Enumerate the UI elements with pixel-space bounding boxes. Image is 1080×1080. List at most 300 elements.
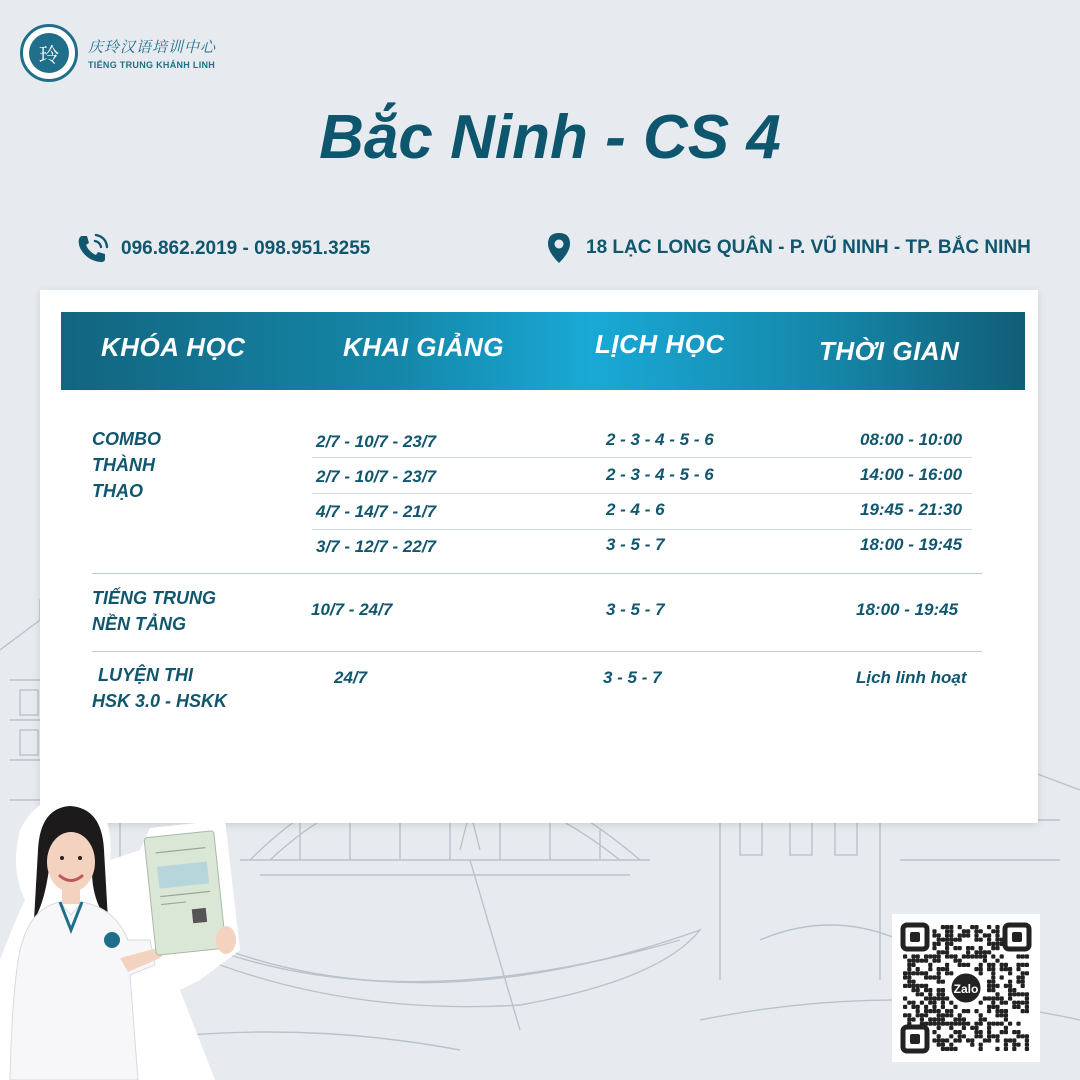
zalo-qr-code[interactable] [892, 914, 1040, 1062]
qr-module [920, 1001, 924, 1005]
location-pin-icon [546, 232, 572, 264]
qr-module [949, 1009, 953, 1013]
qr-module [953, 1005, 957, 1009]
qr-module [920, 984, 924, 988]
row-divider [312, 529, 972, 530]
qr-module [1016, 1030, 1020, 1034]
qr-module [1021, 975, 1025, 979]
qr-module [995, 1005, 999, 1009]
qr-module [937, 996, 941, 1000]
table-cell-start: 2/7 - 10/7 - 23/7 [316, 467, 437, 486]
header-start-date: KHAI GIẢNG [343, 332, 504, 362]
qr-module [932, 959, 936, 963]
qr-module [1025, 1038, 1029, 1042]
qr-module [907, 1013, 911, 1017]
qr-module [907, 1001, 911, 1005]
qr-module [949, 1001, 953, 1005]
qr-module [903, 996, 907, 1000]
qr-module [941, 1005, 945, 1009]
qr-module [937, 959, 941, 963]
qr-module [911, 1001, 915, 1005]
qr-module [987, 1026, 991, 1030]
qr-module [987, 996, 991, 1000]
qr-module [937, 1017, 941, 1021]
qr-module [991, 1005, 995, 1009]
qr-module [953, 959, 957, 963]
qr-module [1004, 1026, 1008, 1030]
qr-module [1025, 1043, 1029, 1047]
qr-module [970, 1043, 974, 1047]
qr-module [932, 1005, 936, 1009]
qr-module [932, 1009, 936, 1013]
qr-module [924, 959, 928, 963]
qr-module [991, 984, 995, 988]
qr-module [1016, 963, 1020, 967]
qr-module [983, 959, 987, 963]
qr-module [937, 992, 941, 996]
qr-module [941, 1017, 945, 1021]
qr-module [1004, 967, 1008, 971]
qr-module [953, 1038, 957, 1042]
table-cell-schedule: 3 - 5 - 7 [603, 668, 662, 687]
qr-module [916, 959, 920, 963]
qr-module [987, 1005, 991, 1009]
qr-module [958, 938, 962, 942]
qr-module [1000, 963, 1004, 967]
qr-module [1016, 1001, 1020, 1005]
qr-module [991, 929, 995, 933]
qr-module [907, 959, 911, 963]
qr-module [1004, 1001, 1008, 1005]
qr-module [1021, 971, 1025, 975]
qr-module [1021, 1034, 1025, 1038]
qr-module [1021, 984, 1025, 988]
qr-module [979, 1030, 983, 1034]
qr-code-icon [899, 921, 1033, 1055]
qr-module [966, 1022, 970, 1026]
qr-module [1004, 1017, 1008, 1021]
qr-module [924, 984, 928, 988]
qr-module [962, 954, 966, 958]
qr-module [1021, 980, 1025, 984]
course-name-line: HSK 3.0 - HSKK [92, 691, 228, 711]
qr-module [1021, 954, 1025, 958]
qr-module [937, 1009, 941, 1013]
qr-module [949, 933, 953, 937]
qr-module [987, 963, 991, 967]
qr-module [945, 946, 949, 950]
qr-module [1021, 963, 1025, 967]
qr-module [1021, 1009, 1025, 1013]
qr-module [924, 1005, 928, 1009]
qr-module [924, 954, 928, 958]
qr-module [1012, 988, 1016, 992]
qr-module [987, 950, 991, 954]
qr-module [932, 1038, 936, 1042]
qr-module [907, 980, 911, 984]
qr-module [932, 996, 936, 1000]
qr-module [991, 1022, 995, 1026]
qr-module [991, 1034, 995, 1038]
qr-module [949, 929, 953, 933]
qr-module [937, 1043, 941, 1047]
qr-module [945, 938, 949, 942]
qr-module [962, 1017, 966, 1021]
section-divider [92, 573, 982, 574]
qr-module [1012, 1001, 1016, 1005]
qr-module [941, 938, 945, 942]
course-name-line: COMBO [92, 429, 161, 449]
qr-module [903, 1005, 907, 1009]
table-cell-time: 19:45 - 21:30 [860, 500, 963, 519]
qr-module [1016, 980, 1020, 984]
qr-module [962, 933, 966, 937]
qr-module [941, 1043, 945, 1047]
qr-module [1004, 1043, 1008, 1047]
qr-module [945, 942, 949, 946]
qr-module [920, 959, 924, 963]
qr-module [941, 992, 945, 996]
qr-module [1000, 1013, 1004, 1017]
qr-module [1016, 1043, 1020, 1047]
qr-module [928, 988, 932, 992]
course-name-line: THẠO [92, 481, 143, 501]
qr-module [995, 996, 999, 1000]
qr-module [1008, 1022, 1012, 1026]
qr-module [991, 963, 995, 967]
table-cell-schedule: 3 - 5 - 7 [606, 535, 665, 554]
qr-module [958, 1038, 962, 1042]
qr-module [966, 1038, 970, 1042]
row-divider [312, 457, 972, 458]
qr-module [1012, 1005, 1016, 1009]
qr-module [966, 1009, 970, 1013]
qr-module [911, 1005, 915, 1009]
qr-module [958, 933, 962, 937]
qr-module [995, 984, 999, 988]
qr-module [979, 1022, 983, 1026]
qr-module [916, 954, 920, 958]
qr-module [983, 1038, 987, 1042]
table-cell-schedule: 2 - 4 - 6 [606, 500, 665, 519]
qr-module [907, 975, 911, 979]
qr-module [1025, 1047, 1029, 1051]
qr-module [1004, 963, 1008, 967]
qr-module [995, 959, 999, 963]
qr-module [1004, 984, 1008, 988]
address-contact[interactable] [546, 232, 1031, 264]
brand-vietnamese-name: TIẾNG TRUNG KHÁNH LINH [88, 60, 216, 70]
qr-module [974, 1026, 978, 1030]
qr-module [1008, 988, 1012, 992]
qr-module [979, 946, 983, 950]
qr-module [1008, 980, 1012, 984]
qr-module [937, 1038, 941, 1042]
qr-module [987, 1022, 991, 1026]
qr-module [907, 967, 911, 971]
qr-module [995, 942, 999, 946]
qr-module [911, 959, 915, 963]
qr-module [962, 1022, 966, 1026]
qr-module [991, 1001, 995, 1005]
qr-module [911, 988, 915, 992]
qr-module [962, 929, 966, 933]
table-cell-start: 24/7 [334, 668, 368, 687]
qr-module [970, 925, 974, 929]
phone-contact[interactable] [75, 232, 370, 266]
qr-module [1004, 1009, 1008, 1013]
qr-module [995, 1022, 999, 1026]
qr-module [941, 980, 945, 984]
qr-module [928, 1022, 932, 1026]
qr-module [979, 954, 983, 958]
qr-module [966, 929, 970, 933]
qr-module [958, 1030, 962, 1034]
qr-module [903, 975, 907, 979]
qr-module [953, 938, 957, 942]
qr-module [1004, 1030, 1008, 1034]
qr-module [928, 996, 932, 1000]
course-name-combo [92, 426, 161, 504]
qr-module [945, 1038, 949, 1042]
qr-module [1012, 1038, 1016, 1042]
qr-module [932, 1001, 936, 1005]
qr-module [1004, 1013, 1008, 1017]
qr-module [949, 1013, 953, 1017]
qr-module [1000, 1001, 1004, 1005]
qr-module [958, 1034, 962, 1038]
qr-module [924, 1009, 928, 1013]
qr-module [974, 967, 978, 971]
qr-module [995, 938, 999, 942]
qr-module [987, 980, 991, 984]
qr-module [928, 954, 932, 958]
qr-module [949, 942, 953, 946]
qr-module [962, 1026, 966, 1030]
qr-module [995, 925, 999, 929]
qr-module [991, 971, 995, 975]
qr-module [958, 925, 962, 929]
qr-module [1008, 996, 1012, 1000]
qr-module [958, 946, 962, 950]
qr-module [1008, 992, 1012, 996]
course-name-foundation [92, 585, 216, 637]
qr-module [979, 938, 983, 942]
qr-module [916, 984, 920, 988]
table-cell-time: 14:00 - 16:00 [860, 465, 963, 484]
qr-module [945, 963, 949, 967]
qr-module [941, 1013, 945, 1017]
qr-module [920, 1017, 924, 1021]
qr-module [1008, 1038, 1012, 1042]
qr-module [937, 938, 941, 942]
qr-module [941, 996, 945, 1000]
qr-module [937, 954, 941, 958]
qr-module [979, 929, 983, 933]
qr-module [945, 925, 949, 929]
qr-module [924, 975, 928, 979]
qr-module [995, 1047, 999, 1051]
qr-module [953, 1030, 957, 1034]
qr-module [979, 1017, 983, 1021]
qr-module [987, 967, 991, 971]
qr-module [907, 984, 911, 988]
qr-module [983, 950, 987, 954]
phone-icon [75, 232, 109, 266]
qr-module [979, 963, 983, 967]
table-cell-start: 4/7 - 14/7 - 21/7 [316, 502, 437, 521]
qr-module [932, 933, 936, 937]
course-name-line: LUYỆN THI [98, 665, 194, 685]
qr-module [928, 1001, 932, 1005]
qr-module [907, 1017, 911, 1021]
qr-module [987, 925, 991, 929]
qr-module [949, 925, 953, 929]
qr-module [1025, 1034, 1029, 1038]
brand-logo[interactable] [20, 24, 216, 82]
qr-module [987, 1038, 991, 1042]
qr-module [945, 950, 949, 954]
qr-module [958, 1017, 962, 1021]
table-cell-time: 08:00 - 10:00 [860, 430, 963, 449]
course-name-line: NỀN TẢNG [92, 614, 186, 634]
qr-module [937, 942, 941, 946]
table-cell-time: 18:00 - 19:45 [856, 600, 959, 619]
brand-chinese-name: 庆玲汉语培训中心 [88, 38, 217, 56]
qr-module [928, 992, 932, 996]
qr-module [941, 967, 945, 971]
qr-module [974, 925, 978, 929]
qr-module [937, 933, 941, 937]
qr-module [941, 1047, 945, 1051]
qr-module [1025, 1005, 1029, 1009]
qr-module [941, 988, 945, 992]
qr-module [945, 1013, 949, 1017]
qr-module [974, 1022, 978, 1026]
qr-module [1004, 1047, 1008, 1051]
qr-module [937, 1034, 941, 1038]
qr-module [953, 954, 957, 958]
qr-module [953, 1047, 957, 1051]
qr-module [937, 950, 941, 954]
qr-module [941, 950, 945, 954]
table-cell-start: 2/7 - 10/7 - 23/7 [316, 432, 437, 451]
qr-module [937, 975, 941, 979]
qr-module [937, 971, 941, 975]
qr-module [1016, 1034, 1020, 1038]
qr-module [979, 1043, 983, 1047]
qr-module [916, 1005, 920, 1009]
qr-module [974, 950, 978, 954]
qr-module [962, 963, 966, 967]
qr-module [974, 1030, 978, 1034]
qr-module [1016, 975, 1020, 979]
qr-module [1016, 992, 1020, 996]
table-cell-time: Lịch linh hoạt [856, 668, 967, 687]
qr-module [983, 1017, 987, 1021]
qr-module [1016, 954, 1020, 958]
qr-module [966, 963, 970, 967]
page-title: Bắc Ninh - CS 4 [319, 103, 781, 172]
qr-module [953, 1017, 957, 1021]
qr-module [995, 1034, 999, 1038]
qr-module [995, 1013, 999, 1017]
qr-module [911, 963, 915, 967]
qr-module [911, 971, 915, 975]
qr-module [924, 988, 928, 992]
qr-module [949, 971, 953, 975]
qr-module [995, 992, 999, 996]
qr-module [974, 954, 978, 958]
section-divider [92, 651, 982, 652]
qr-module [966, 954, 970, 958]
qr-module [937, 980, 941, 984]
qr-module [1012, 992, 1016, 996]
qr-module [1012, 1047, 1016, 1051]
qr-module [970, 1038, 974, 1042]
qr-module [987, 984, 991, 988]
qr-module [991, 996, 995, 1000]
qr-module [924, 1013, 928, 1017]
table-cell-schedule: 3 - 5 - 7 [606, 600, 665, 619]
qr-module [1025, 963, 1029, 967]
qr-module [1000, 1009, 1004, 1013]
qr-module [987, 1030, 991, 1034]
header-time: THỜI GIAN [819, 336, 960, 366]
qr-module [932, 954, 936, 958]
qr-module [953, 946, 957, 950]
qr-module [903, 971, 907, 975]
student-illustration [0, 790, 245, 1080]
qr-module [995, 929, 999, 933]
qr-module [979, 1034, 983, 1038]
qr-module [966, 933, 970, 937]
qr-module [966, 946, 970, 950]
qr-module [907, 963, 911, 967]
qr-module [945, 954, 949, 958]
qr-module [937, 967, 941, 971]
qr-module [991, 988, 995, 992]
qr-module [932, 1030, 936, 1034]
course-name-hsk [92, 662, 227, 714]
logo-emblem [20, 24, 78, 82]
qr-module [991, 967, 995, 971]
course-name-line: THÀNH [92, 455, 155, 475]
qr-module [903, 1013, 907, 1017]
qr-module [941, 1022, 945, 1026]
qr-module [1004, 1038, 1008, 1042]
qr-module [949, 1026, 953, 1030]
qr-module [949, 938, 953, 942]
qr-module [991, 980, 995, 984]
row-divider [312, 493, 972, 494]
qr-module [958, 963, 962, 967]
table-header [61, 312, 1025, 390]
qr-module [958, 1013, 962, 1017]
qr-module [945, 933, 949, 937]
qr-module [979, 971, 983, 975]
qr-module [1016, 967, 1020, 971]
qr-module [949, 1047, 953, 1051]
qr-module [924, 971, 928, 975]
qr-module [1008, 971, 1012, 975]
qr-module [937, 988, 941, 992]
qr-module [962, 1034, 966, 1038]
qr-module [945, 1009, 949, 1013]
qr-module [1016, 1022, 1020, 1026]
qr-module [945, 929, 949, 933]
qr-module [983, 954, 987, 958]
